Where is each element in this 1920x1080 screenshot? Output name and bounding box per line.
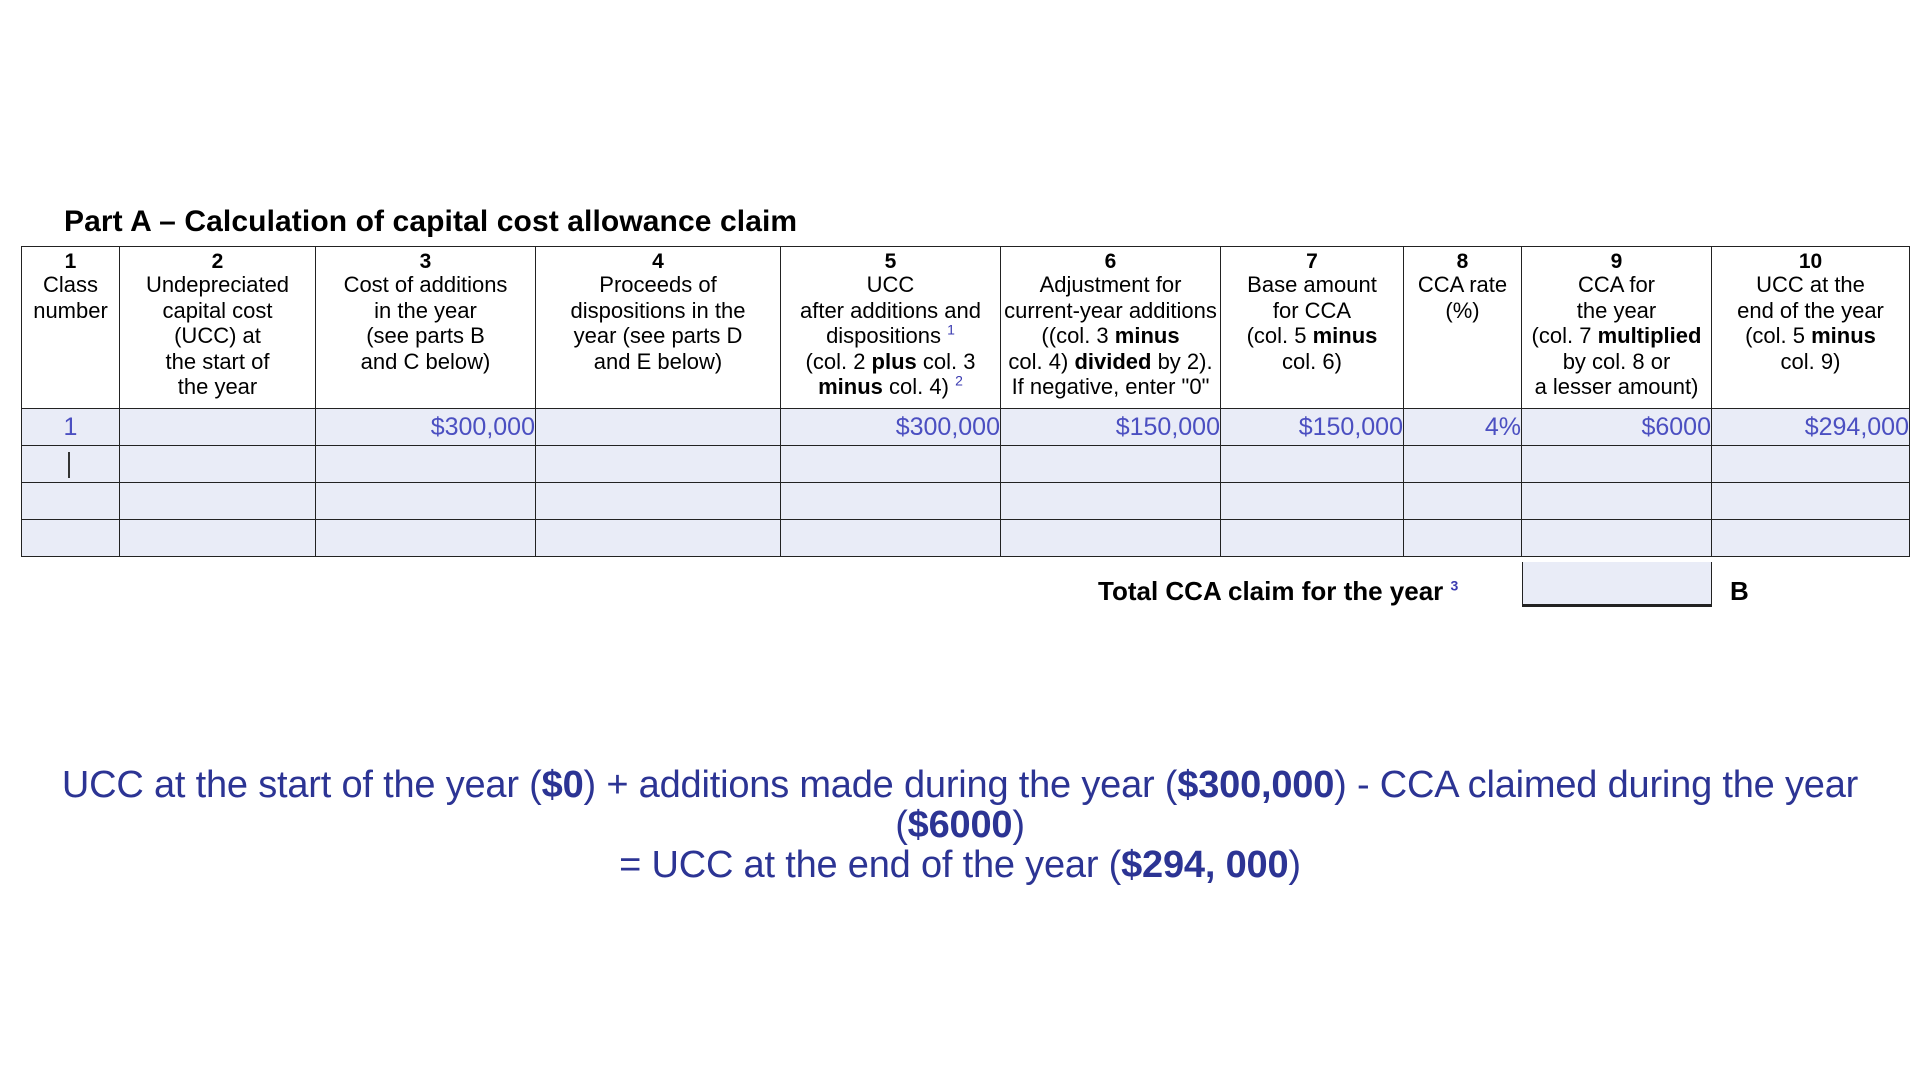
cca-rate-cell[interactable] — [1404, 446, 1522, 483]
col-label: CCA for the year (col. 7 multiplied by col. 8 or a lesser amount) — [1531, 272, 1702, 399]
cca-year-cell[interactable]: $6000 — [1522, 409, 1712, 446]
col-number: 6 — [1104, 250, 1117, 273]
ucc-end-cell[interactable]: $294,000 — [1712, 409, 1910, 446]
additions-cost-cell[interactable]: $300,000 — [316, 409, 536, 446]
table-row — [22, 483, 1910, 520]
col-number: 3 — [419, 250, 432, 273]
ucc-after-cell[interactable] — [781, 483, 1001, 520]
class-number-cell[interactable]: 1 — [22, 409, 120, 446]
ucc-start-cell[interactable] — [120, 409, 316, 446]
dispositions-proceeds-cell[interactable] — [536, 483, 781, 520]
additions-cost-cell[interactable] — [316, 446, 536, 483]
base-amount-cell[interactable] — [1221, 446, 1404, 483]
col-label: Undepreciated capital cost (UCC) at the start of the year — [145, 272, 290, 399]
additions-cost-cell[interactable] — [316, 483, 536, 520]
text-cursor — [68, 452, 70, 478]
ucc-end-cell[interactable] — [1712, 446, 1910, 483]
col-label: Proceeds of dispositions in the year (see parts D and E below) — [570, 272, 746, 374]
col-label: Base amount for CCA (col. 5 minus col. 6) — [1246, 272, 1378, 374]
dispositions-proceeds-cell[interactable] — [536, 446, 781, 483]
col-number: 5 — [884, 250, 897, 273]
col-number: 9 — [1610, 250, 1623, 273]
class-number-cell[interactable] — [22, 520, 120, 557]
col-header-1 — [22, 247, 120, 409]
col-label: UCC after additions and dispositions $^1$ (col. 2 plus col. 3 minus col. 4) $^2$ — [799, 272, 982, 399]
base-amount-cell[interactable] — [1221, 520, 1404, 557]
ucc-start-cell[interactable] — [120, 520, 316, 557]
col-header-4 — [536, 247, 781, 409]
cca-rate-cell[interactable] — [1404, 483, 1522, 520]
footnote-marker: 3 — [1450, 577, 1459, 594]
col-number: 8 — [1456, 250, 1469, 273]
base-amount-cell[interactable]: $150,000 — [1221, 409, 1404, 446]
adjustment-cell[interactable] — [1001, 520, 1221, 557]
total-cca-label: Total CCA claim for the year $^3$ — [1098, 576, 1459, 606]
cca-rate-cell[interactable]: 4% — [1404, 409, 1522, 446]
table-row — [22, 520, 1910, 557]
col-label: Cost of additions in the year (see parts B and C below) — [343, 272, 508, 374]
col-header-6 — [1001, 247, 1221, 409]
cca-year-cell[interactable] — [1522, 483, 1712, 520]
cca-rate-cell[interactable] — [1404, 520, 1522, 557]
ucc-start-cell[interactable] — [120, 446, 316, 483]
class-number-cell[interactable] — [22, 446, 120, 483]
dispositions-proceeds-cell[interactable] — [536, 409, 781, 446]
dispositions-proceeds-cell[interactable] — [536, 520, 781, 557]
col-number: 7 — [1306, 250, 1318, 273]
ucc-after-cell[interactable] — [781, 520, 1001, 557]
class-number-cell[interactable] — [22, 483, 120, 520]
col-number: 2 — [211, 250, 224, 273]
cca-table — [21, 246, 1910, 557]
ucc-start-cell[interactable] — [120, 483, 316, 520]
col-number: 10 — [1798, 250, 1823, 273]
ucc-end-cell[interactable] — [1712, 520, 1910, 557]
additions-cost-cell[interactable] — [316, 520, 536, 557]
col-label: UCC at the end of the year (col. 5 minus col. 9) — [1737, 272, 1884, 374]
col-number: 4 — [652, 250, 664, 273]
col-header-2 — [120, 247, 316, 409]
table-header-row — [22, 247, 1910, 409]
col-number: 1 — [64, 250, 77, 273]
col-header-5 — [781, 247, 1001, 409]
explanation-line-2: = UCC at the end of the year ($294, 000) — [619, 844, 1301, 886]
ucc-end-cell[interactable] — [1712, 483, 1910, 520]
col-header-3 — [316, 247, 536, 409]
base-amount-cell[interactable] — [1221, 483, 1404, 520]
ucc-after-cell[interactable]: $300,000 — [781, 409, 1001, 446]
table-row — [22, 446, 1910, 483]
col-header-8 — [1404, 247, 1522, 409]
line-b-label: B — [1730, 576, 1749, 606]
explanation-text — [0, 765, 1920, 885]
col-header-10 — [1712, 247, 1910, 409]
part-title: Part A – Calculation of capital cost allowance claim — [64, 205, 798, 238]
adjustment-cell[interactable] — [1001, 446, 1221, 483]
col-header-9 — [1522, 247, 1712, 409]
col-label: Adjustment for current-year additions ((col. 3 minus col. 4) divided by 2). If negative, enter "0" — [1004, 272, 1217, 399]
adjustment-cell[interactable]: $150,000 — [1001, 409, 1221, 446]
ucc-after-cell[interactable] — [781, 446, 1001, 483]
cca-year-cell[interactable] — [1522, 520, 1712, 557]
total-cca-field[interactable] — [1522, 562, 1712, 607]
col-header-7 — [1221, 247, 1404, 409]
col-label: Class number — [33, 272, 108, 323]
adjustment-cell[interactable] — [1001, 483, 1221, 520]
table-row — [22, 409, 1910, 446]
explanation-line-1: UCC at the start of the year ($0) + additions made during the year ($300,000) - CCA claimed during the year ($6000) — [61, 764, 1859, 846]
col-label: CCA rate (%) — [1417, 272, 1508, 323]
cca-year-cell[interactable] — [1522, 446, 1712, 483]
